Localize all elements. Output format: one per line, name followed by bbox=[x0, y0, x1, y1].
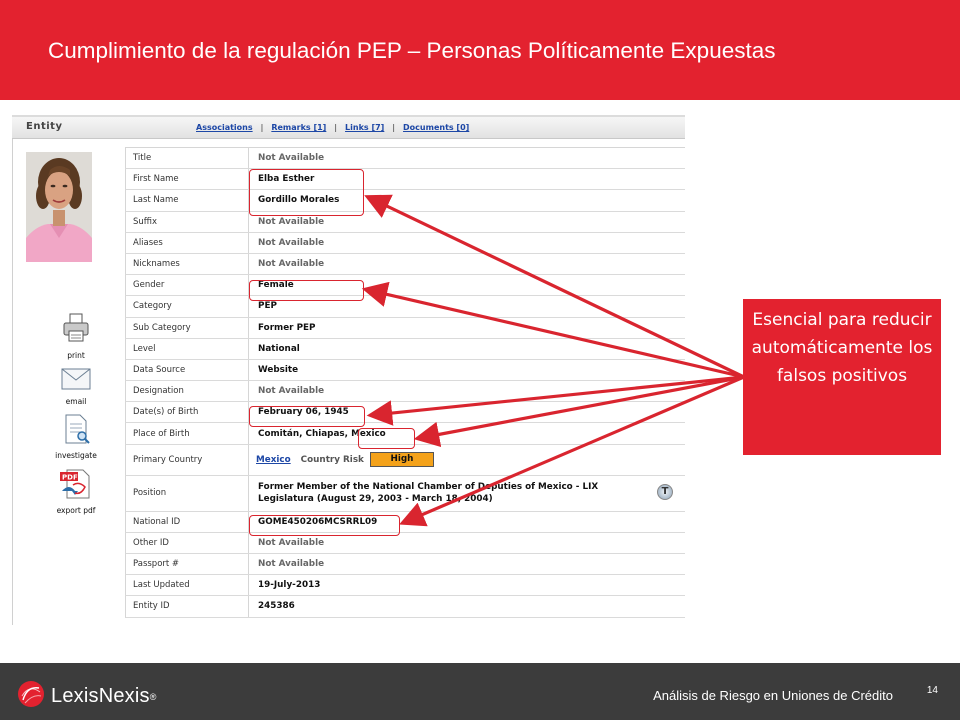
field-row-other-id bbox=[125, 533, 685, 554]
field-row-national-id bbox=[125, 512, 685, 533]
slide-title: Cumplimiento de la regulación PEP – Personas Políticamente Expuestas bbox=[48, 38, 776, 63]
field-row-passport bbox=[125, 554, 685, 575]
field-label: Data Source bbox=[126, 360, 249, 380]
field-row-position bbox=[125, 476, 685, 512]
field-row-nicknames bbox=[125, 254, 685, 275]
birthdate-highlight-box bbox=[249, 406, 365, 427]
field-row-suffix bbox=[125, 212, 685, 233]
brand-name: LexisNexis bbox=[51, 685, 150, 707]
export-pdf-label: export pdf bbox=[56, 506, 96, 515]
field-label: Nicknames bbox=[126, 254, 249, 274]
field-row-entity-id bbox=[125, 596, 685, 617]
field-value: Not Available bbox=[258, 153, 325, 164]
field-row-dates-of-birth bbox=[125, 402, 685, 423]
field-value: National bbox=[258, 343, 300, 354]
field-value: GOME450206MCSRRL09 bbox=[258, 516, 378, 527]
field-row-gender bbox=[125, 275, 685, 296]
field-label: Last Updated bbox=[126, 575, 249, 595]
field-label: Level bbox=[126, 339, 249, 359]
slide-header bbox=[0, 0, 960, 100]
primary-country-link[interactable]: Mexico bbox=[256, 454, 291, 465]
country-risk-badge: High bbox=[370, 452, 434, 467]
gender-highlight-box bbox=[249, 280, 364, 301]
field-value: Former Member of the National Chamber of Deputies of Mexico - LIX Legislatura (August 29, 2003 - March 18, 2004) bbox=[258, 481, 599, 504]
investigate-button[interactable] bbox=[46, 414, 106, 460]
translate-icon[interactable]: T bbox=[657, 484, 673, 500]
field-value: Not Available bbox=[258, 259, 325, 270]
place-of-birth-country: Mexico bbox=[351, 428, 386, 439]
field-row-title bbox=[125, 148, 685, 169]
field-label: Last Name bbox=[126, 190, 249, 210]
documents-link[interactable]: Documents [0] bbox=[403, 123, 470, 132]
name-highlight-box bbox=[249, 169, 364, 216]
svg-text:PDF: PDF bbox=[62, 473, 78, 482]
callout-box: Esencial para reducir automáticamente los falsos positivos bbox=[743, 299, 941, 455]
export-pdf-button[interactable] bbox=[46, 469, 106, 515]
field-label: Designation bbox=[126, 381, 249, 401]
field-label: Suffix bbox=[126, 212, 249, 232]
email-label: email bbox=[65, 397, 87, 406]
field-value: Not Available bbox=[258, 537, 325, 548]
footer-subtitle: Análisis de Riesgo en Uniones de Crédito bbox=[653, 688, 893, 703]
field-value: Former PEP bbox=[258, 322, 316, 333]
field-label: Gender bbox=[126, 275, 249, 295]
field-label: Aliases bbox=[126, 233, 249, 253]
panel-border bbox=[12, 139, 13, 625]
links-link[interactable]: Links [7] bbox=[345, 123, 385, 132]
field-row-sub-category bbox=[125, 318, 685, 339]
field-value: Not Available bbox=[258, 216, 325, 227]
link-separator: | bbox=[392, 123, 396, 132]
field-label: First Name bbox=[126, 169, 249, 189]
field-row-category bbox=[125, 296, 685, 317]
pdf-icon bbox=[59, 473, 93, 503]
field-value: PEP bbox=[258, 301, 277, 312]
field-value: Female bbox=[258, 280, 294, 291]
investigate-label: investigate bbox=[55, 451, 97, 460]
field-label: Primary Country bbox=[126, 445, 249, 475]
field-label: National ID bbox=[126, 512, 249, 532]
print-button[interactable] bbox=[46, 312, 106, 360]
field-row-designation bbox=[125, 381, 685, 402]
field-label: Sub Category bbox=[126, 318, 249, 338]
field-value: Not Available bbox=[258, 237, 325, 248]
field-row-last-name bbox=[125, 190, 685, 211]
envelope-icon bbox=[61, 377, 91, 394]
lexisnexis-logo bbox=[17, 680, 156, 713]
field-value: 245386 bbox=[258, 601, 295, 612]
field-label: Date(s) of Birth bbox=[126, 402, 249, 422]
field-row-primary-country bbox=[125, 445, 685, 476]
person-photo bbox=[26, 152, 92, 262]
field-label: Title bbox=[126, 148, 249, 168]
registered-mark: ® bbox=[149, 691, 157, 702]
associations-link[interactable]: Associations bbox=[196, 123, 253, 132]
field-value: Gordillo Morales bbox=[258, 195, 340, 206]
field-row-first-name bbox=[125, 169, 685, 190]
field-label: Other ID bbox=[126, 533, 249, 553]
link-separator: | bbox=[260, 123, 264, 132]
field-row-last-updated bbox=[125, 575, 685, 596]
field-value bbox=[256, 445, 434, 475]
entity-header-bar bbox=[12, 115, 685, 139]
field-label: Passport # bbox=[126, 554, 249, 574]
field-row-level bbox=[125, 339, 685, 360]
field-value: Website bbox=[258, 364, 299, 375]
lexisnexis-logo-icon bbox=[17, 680, 45, 713]
field-label: Position bbox=[126, 476, 249, 511]
link-separator: | bbox=[334, 123, 338, 132]
page-number: 14 bbox=[926, 685, 938, 696]
national-id-highlight-box bbox=[249, 515, 400, 536]
entity-links bbox=[196, 123, 469, 132]
birthplace-country-highlight-box bbox=[358, 428, 415, 449]
place-of-birth-city: Comitán, Chiapas, bbox=[258, 428, 348, 439]
entity-fields-table bbox=[125, 147, 685, 618]
field-value: 19-July-2013 bbox=[258, 580, 321, 591]
field-row-aliases bbox=[125, 233, 685, 254]
country-risk-label: Country Risk bbox=[300, 454, 364, 465]
slide-footer bbox=[0, 663, 960, 720]
document-magnify-icon bbox=[62, 431, 90, 448]
field-value: Not Available bbox=[258, 386, 325, 397]
field-value: Elba Esther bbox=[258, 174, 315, 185]
field-value: February 06, 1945 bbox=[258, 407, 349, 418]
field-label: Place of Birth bbox=[126, 423, 249, 443]
remarks-link[interactable]: Remarks [1] bbox=[271, 123, 327, 132]
printer-icon bbox=[60, 331, 92, 348]
email-button[interactable] bbox=[46, 368, 106, 406]
entity-label: Entity bbox=[26, 121, 63, 132]
field-row-data-source bbox=[125, 360, 685, 381]
field-label: Entity ID bbox=[126, 596, 249, 616]
field-label: Category bbox=[126, 296, 249, 316]
field-value: Not Available bbox=[258, 559, 325, 570]
print-label: print bbox=[67, 351, 85, 360]
